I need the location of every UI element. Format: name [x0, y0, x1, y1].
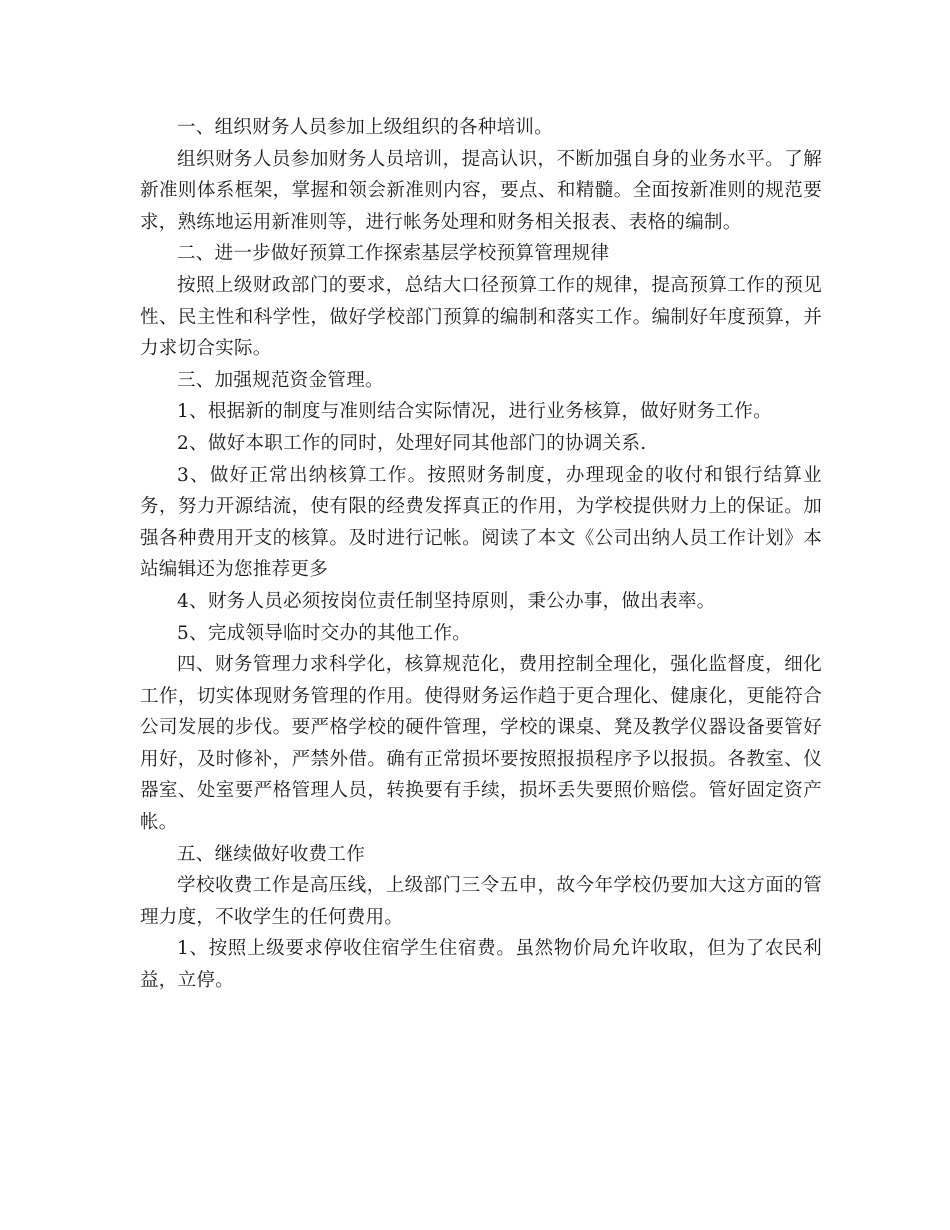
paragraph: 组织财务人员参加财务人员培训，提高认识，不断加强自身的业务水平。了解新准则体系框架，掌握和领会新准则内容，要点、和精髓。全面按新准则的规范要求，熟练地运用新准则等，进行帐务处理和财务相关报表、表格的编制。 [140, 148, 822, 233]
document-page [140, 112, 822, 997]
section-heading-1: 一、组织财务人员参加上级组织的各种培训。 [177, 117, 554, 138]
section-heading-4: 四、财务管理力求科学化，核算规范化，费用控制全理化，强化监督度，细化工作，切实体现财务管理的作用。使得财务运作趋于更合理化、健康化，更能符合公司发展的步伐。要严格学校的硬件管理，学校的课桌、凳及教学仪器设备要管好用好，及时修补，严禁外借。确有正常损坏要按照报损程序予以报损。各教室、仪器室、处室要严格管理人员，转换要有手续，损坏丢失要照价赔偿。管好固定资产帐。 [140, 654, 822, 834]
section-heading-5: 五、继续做好收费工作 [177, 843, 366, 865]
list-item: 1、根据新的制度与准则结合实际情况，进行业务核算，做好财务工作。 [177, 401, 772, 423]
paragraph: 学校收费工作是高压线，上级部门三令五申，故今年学校仍要加大这方面的管理力度，不收学生的任何费用。 [140, 875, 822, 928]
section-heading-2: 二、进一步做好预算工作探索基层学校预算管理规律 [177, 243, 610, 265]
list-item: 3、做好正常出纳核算工作。按照财务制度，办理现金的收付和银行结算业务，努力开源结流，使有限的经费发挥真正的作用，为学校提供财力上的保证。加强各种费用开支的核算。及时进行记帐。阅读了本文《公司出纳人员工作计划》本站编辑还为您推荐更多 [140, 464, 822, 581]
paragraph: 按照上级财政部门的要求，总结大口径预算工作的规律，提高预算工作的预见性、民主性和科学性，做好学校部门预算的编制和落实工作。编制好年度预算，并力求切合实际。 [140, 274, 822, 360]
section-heading-3: 三、加强规范资金管理。 [177, 369, 384, 391]
list-item: 2、做好本职工作的同时，处理好同其他部门的协调关系. [177, 432, 647, 454]
list-item: 5、完成领导临时交办的其他工作。 [177, 622, 472, 644]
list-item: 4、财务人员必须按岗位责任制坚持原则，秉公办事，做出表率。 [177, 590, 716, 612]
list-item: 1、按照上级要求停收住宿学生住宿费。虽然物价局允许收取，但为了农民利益，立停。 [140, 938, 822, 992]
